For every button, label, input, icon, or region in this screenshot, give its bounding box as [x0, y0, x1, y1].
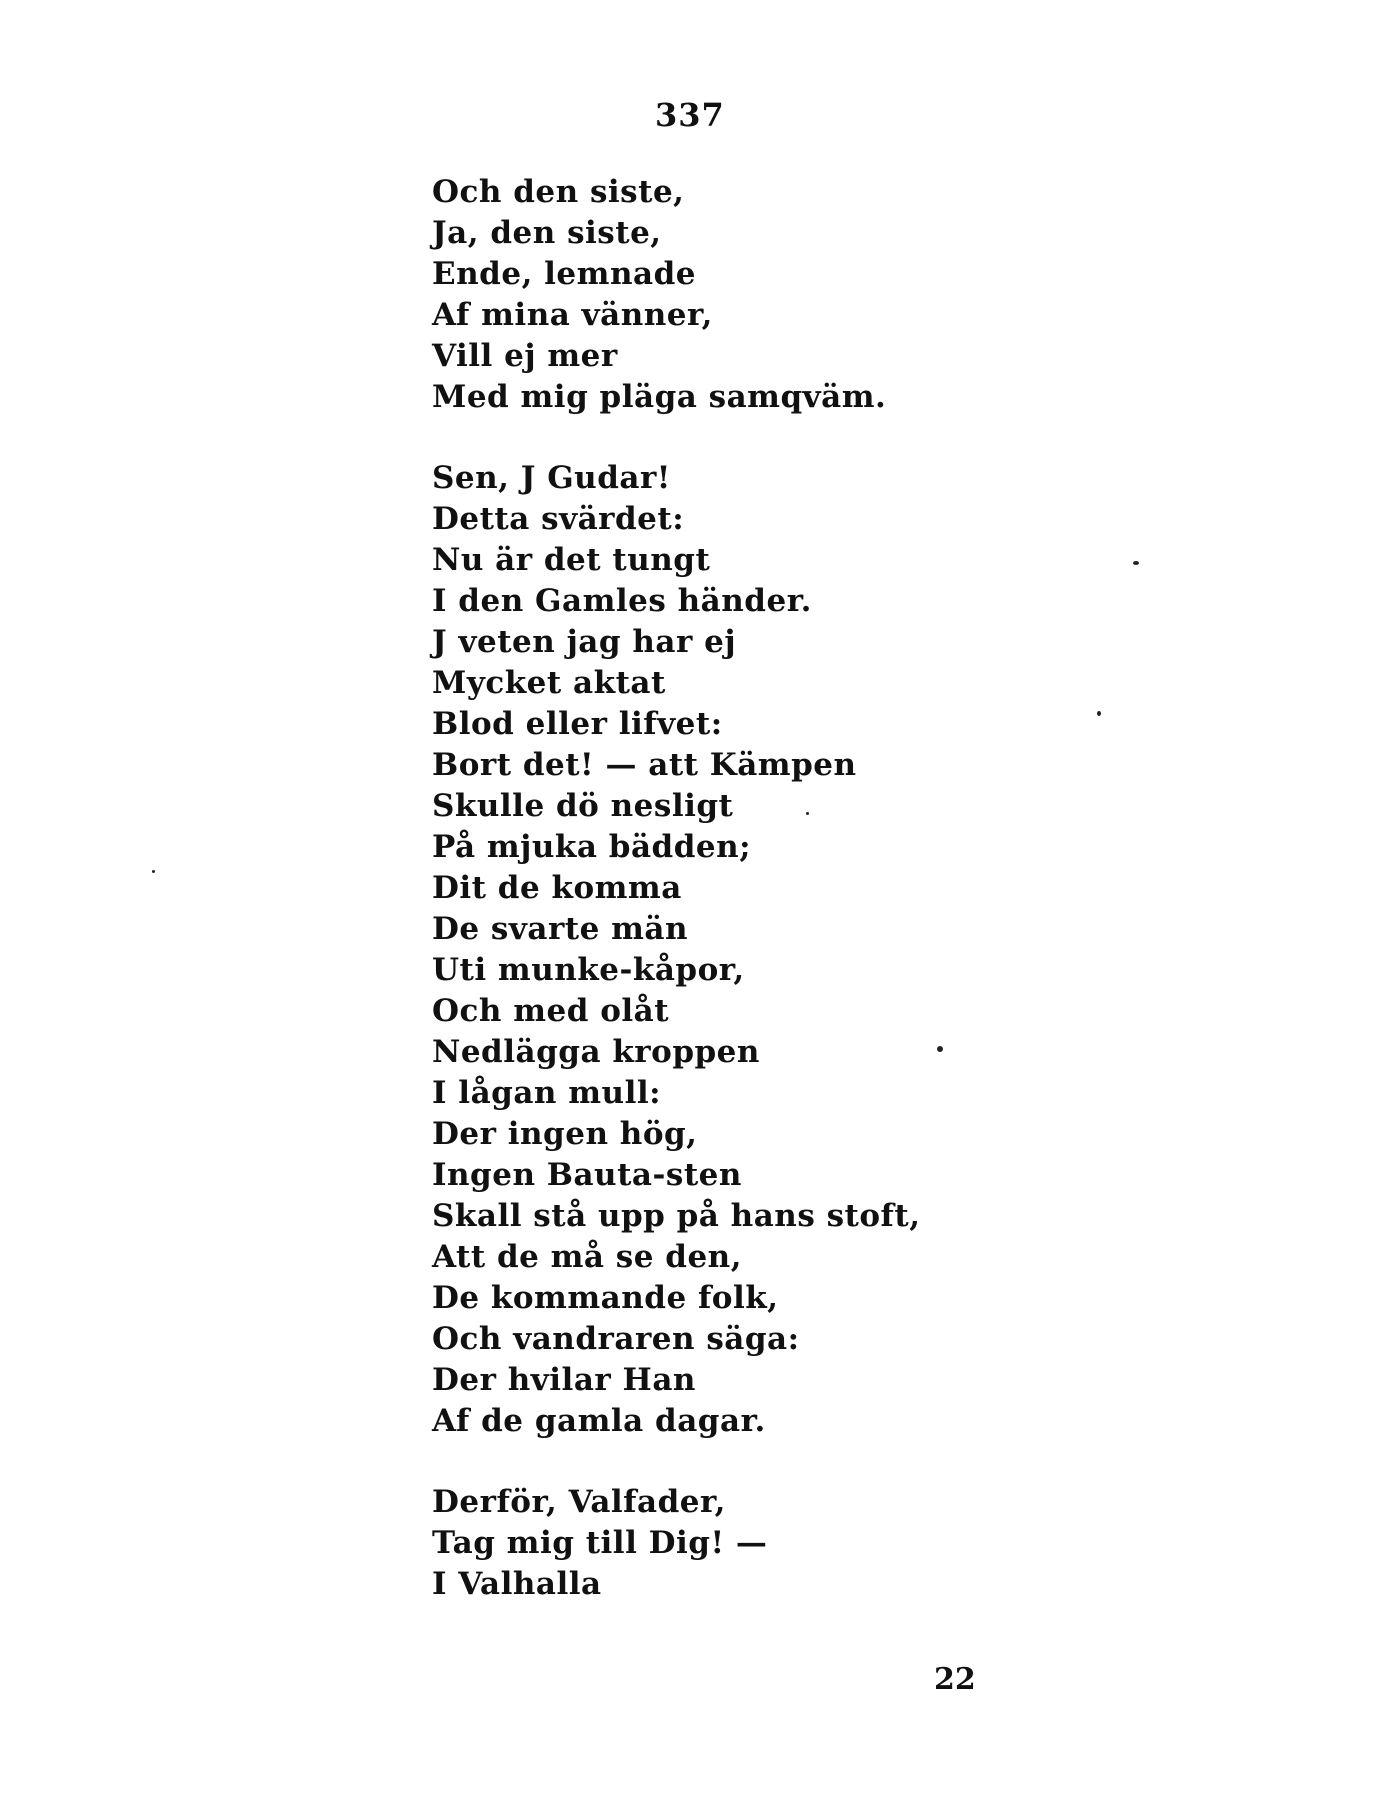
- poem-line: Och vandraren säga:: [432, 1321, 800, 1357]
- poem-line: Uti munke-kåpor,: [432, 952, 745, 988]
- stanza-3: [432, 1482, 992, 1605]
- poem-line: De svarte män: [432, 911, 689, 947]
- poem-line: Ende, lemnade: [432, 256, 696, 292]
- poem-line: Sen, J Gudar!: [432, 460, 671, 496]
- poem-line: Blod eller lifvet:: [432, 706, 723, 742]
- poem-line: Dit de komma: [432, 870, 682, 906]
- poem-line: Nedlägga kroppen: [432, 1034, 760, 1070]
- scan-speck: [152, 870, 155, 873]
- poem-line: Skall stå upp på hans stoft,: [432, 1198, 921, 1234]
- poem-line: I Valhalla: [432, 1566, 602, 1602]
- poem-text: [432, 172, 992, 1605]
- scan-speck: [1133, 561, 1139, 565]
- poem-line: Af mina vänner,: [432, 297, 713, 333]
- stanza-1: [432, 172, 992, 418]
- poem-line: Med mig pläga samqväm.: [432, 379, 887, 415]
- scan-speck: [1097, 711, 1101, 716]
- poem-line: J veten jag har ej: [432, 624, 737, 660]
- scan-speck: [806, 812, 809, 815]
- poem-line: Detta svärdet:: [432, 501, 685, 537]
- signature-mark: 22: [934, 1662, 976, 1697]
- poem-line: Tag mig till Dig! —: [432, 1525, 768, 1561]
- page-number: 337: [655, 96, 725, 134]
- poem-line: Ingen Bauta-sten: [432, 1157, 742, 1193]
- poem-line: Der hvilar Han: [432, 1362, 696, 1398]
- poem-line: De kommande folk,: [432, 1280, 779, 1316]
- poem-line: Bort det! — att Kämpen: [432, 747, 857, 783]
- poem-line: I lågan mull:: [432, 1075, 662, 1111]
- poem-line: Mycket aktat: [432, 665, 666, 701]
- poem-line: Der ingen hög,: [432, 1116, 698, 1152]
- poem-line: Och med olåt: [432, 993, 670, 1029]
- poem-line: På mjuka bädden;: [432, 829, 752, 865]
- poem-line: Och den siste,: [432, 174, 685, 210]
- scan-speck: [937, 1046, 943, 1052]
- poem-line: Nu är det tungt: [432, 542, 711, 578]
- poem-line: Att de må se den,: [432, 1239, 743, 1275]
- poem-line: Derför, Valfader,: [432, 1484, 726, 1520]
- poem-line: Ja, den siste,: [432, 215, 662, 251]
- poem-line: Skulle dö nesligt: [432, 788, 734, 824]
- stanza-2: [432, 458, 992, 1442]
- poem-line: Vill ej mer: [432, 338, 618, 374]
- poem-line: I den Gamles händer.: [432, 583, 812, 619]
- poem-line: Af de gamla dagar.: [432, 1403, 766, 1439]
